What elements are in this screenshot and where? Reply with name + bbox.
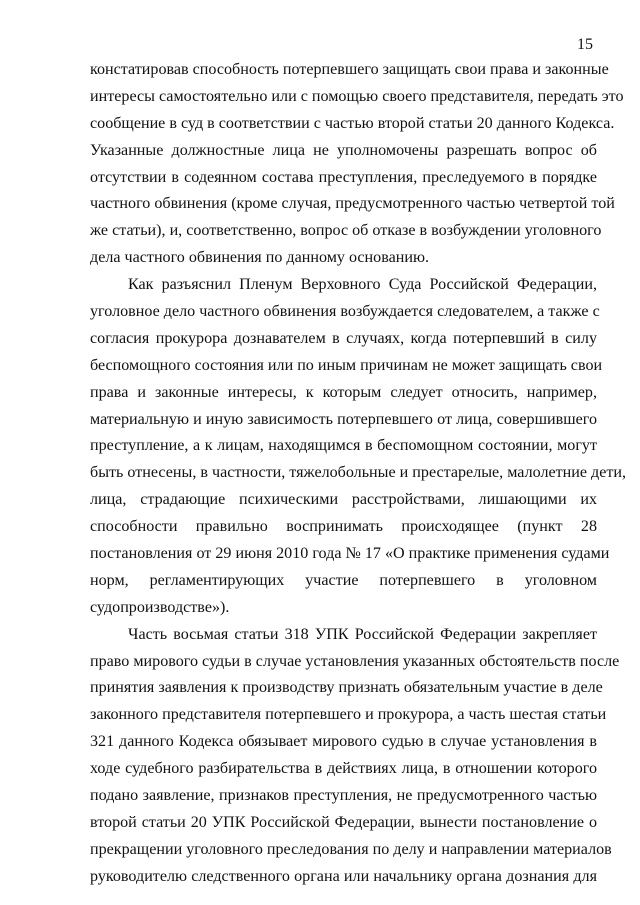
text-line: право мирового судьи в случае установления указанных обстоятельств после — [90, 652, 620, 670]
text-line: лица, страдающие психическими расстройствами, лишающими их — [90, 491, 597, 509]
text-line: 321 данного Кодекса обязывает мирового судью в случае установления в — [90, 733, 597, 751]
text-line: уголовное дело частного обвинения возбуждается следователем, а также с — [90, 303, 600, 321]
text-line: констатировав способность потерпевшего защищать свои права и законные — [90, 61, 609, 78]
page-number: 15 — [577, 36, 593, 53]
text-line: постановления от 29 июня 2010 года № 17 «О практике применения судами — [90, 545, 610, 563]
text-line: интересы самостоятельно или с помощью своего представителя, передать это — [90, 87, 624, 105]
text-line: законного представителя потерпевшего и прокурора, а часть шестая статьи — [90, 706, 607, 724]
text-line: способности правильно воспринимать происходящее (пункт 28 — [90, 518, 597, 536]
text-line: ходе судебного разбирательства в действиях лица, в отношении которого — [90, 760, 597, 778]
text-line: сообщение в суд в соответствии с частью второй статьи 20 данного Кодекса. — [90, 114, 615, 132]
text-line: быть отнесены, в частности, тяжелобольные и престарелые, малолетние дети, — [90, 464, 627, 482]
text-line: судопроизводстве»). — [90, 598, 230, 616]
body-text — [90, 57, 627, 891]
text-line: норм, регламентирующих участие потерпевшего в уголовном — [90, 571, 597, 589]
text-line: же статьи), и, соответственно, вопрос об отказе в возбуждении уголовного — [90, 222, 602, 240]
text-line: принятия заявления к производству признать обязательным участие в деле — [90, 679, 603, 697]
text-line: материальную и иную зависимость потерпевшего от лица, совершившего — [90, 410, 597, 428]
text-line: подано заявление, признаков преступления, не предусмотренного частью — [90, 787, 597, 805]
text-line: Указанные должностные лица не уполномочены разрешать вопрос об — [90, 141, 597, 159]
text-line: Как разъяснил Пленум Верховного Суда Российской Федерации, — [128, 276, 597, 294]
text-line: беспомощного состояния или по иным причинам не может защищать свои — [90, 356, 603, 374]
text-line: Часть восьмая статьи 318 УПК Российской Федерации закрепляет — [128, 625, 597, 643]
text-line: частного обвинения (кроме случая, предусмотренного частью четвертой той — [90, 195, 615, 213]
paragraph — [90, 622, 620, 891]
text-line: дела частного обвинения по данному основанию. — [90, 249, 430, 267]
paragraph — [90, 272, 627, 622]
text-line: прекращении уголовного преследования по делу и направлении материалов — [90, 840, 612, 858]
text-line: руководителю следственного органа или начальнику органа дознания для — [90, 867, 597, 885]
text-line: второй статьи 20 УПК Российской Федерации, вынести постановление о — [90, 813, 597, 831]
paragraph — [90, 57, 624, 272]
text-line: согласия прокурора дознавателем в случаях, когда потерпевший в силу — [90, 329, 597, 347]
text-line: отсутствии в содеянном состава преступления, преследуемого в порядке — [90, 168, 597, 186]
text-line: преступление, а к лицам, находящимся в беспомощном состоянии, могут — [90, 437, 597, 455]
text-line: права и законные интересы, к которым следует относить, например, — [90, 383, 597, 401]
